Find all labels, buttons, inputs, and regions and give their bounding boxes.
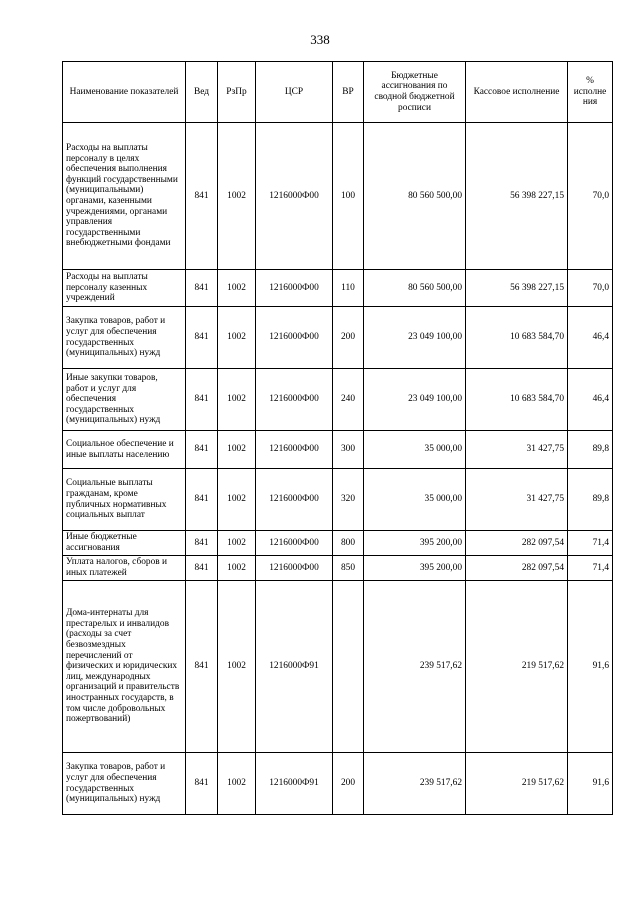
table-row <box>63 531 613 556</box>
header-rzpr: РзПр <box>218 62 256 123</box>
row-vr: 110 <box>333 270 364 307</box>
budget-table <box>62 61 613 815</box>
row-name: Уплата налогов, сборов и иных платежей <box>63 556 186 581</box>
row-ved: 841 <box>186 753 218 815</box>
row-percent: 91,6 <box>568 753 613 815</box>
row-name: Иные бюджетные ассигнования <box>63 531 186 556</box>
table-row <box>63 123 613 270</box>
table-row <box>63 431 613 469</box>
row-name: Социальное обеспечение и иные выплаты населению <box>63 431 186 469</box>
row-vr <box>333 581 364 753</box>
row-vr: 200 <box>333 307 364 369</box>
row-vr: 320 <box>333 469 364 531</box>
table-row <box>63 753 613 815</box>
row-cash: 282 097,54 <box>466 531 568 556</box>
table-row <box>63 369 613 431</box>
header-percent: % исполне ния <box>568 62 613 123</box>
row-ved: 841 <box>186 307 218 369</box>
row-ved: 841 <box>186 556 218 581</box>
row-percent: 71,4 <box>568 556 613 581</box>
row-ved: 841 <box>186 581 218 753</box>
row-percent: 46,4 <box>568 307 613 369</box>
header-name: Наименование показателей <box>63 62 186 123</box>
header-csr: ЦСР <box>256 62 333 123</box>
row-name: Закупка товаров, работ и услуг для обеспечения государственных (муниципальных) нужд <box>63 753 186 815</box>
table-row <box>63 469 613 531</box>
row-budget: 35 000,00 <box>364 469 466 531</box>
row-cash: 282 097,54 <box>466 556 568 581</box>
row-budget: 23 049 100,00 <box>364 369 466 431</box>
table-header-row <box>63 62 613 123</box>
row-rzpr: 1002 <box>218 753 256 815</box>
row-name: Дома-интернаты для престарелых и инвалидов (расходы за счет безвозмездных перечислений от физических и юридических лиц, международных организаций и правительств иностранных государств, в том числе добровольных пожертвований) <box>63 581 186 753</box>
row-csr: 1216000Ф00 <box>256 123 333 270</box>
row-percent: 89,8 <box>568 469 613 531</box>
page-number: 338 <box>310 32 330 47</box>
row-csr: 1216000Ф91 <box>256 753 333 815</box>
header-budget: Бюджетные ассигнования по сводной бюджетной росписи <box>364 62 466 123</box>
row-percent: 71,4 <box>568 531 613 556</box>
row-rzpr: 1002 <box>218 531 256 556</box>
row-ved: 841 <box>186 531 218 556</box>
header-ved: Вед <box>186 62 218 123</box>
row-name: Расходы на выплаты персоналу казенных учреждений <box>63 270 186 307</box>
row-rzpr: 1002 <box>218 270 256 307</box>
row-vr: 100 <box>333 123 364 270</box>
row-budget: 35 000,00 <box>364 431 466 469</box>
row-vr: 300 <box>333 431 364 469</box>
row-ved: 841 <box>186 431 218 469</box>
row-cash: 56 398 227,15 <box>466 270 568 307</box>
row-budget: 23 049 100,00 <box>364 307 466 369</box>
row-csr: 1216000Ф00 <box>256 270 333 307</box>
row-csr: 1216000Ф00 <box>256 307 333 369</box>
row-budget: 80 560 500,00 <box>364 270 466 307</box>
row-rzpr: 1002 <box>218 369 256 431</box>
row-vr: 850 <box>333 556 364 581</box>
table-row <box>63 556 613 581</box>
row-name: Социальные выплаты гражданам, кроме публичных нормативных социальных выплат <box>63 469 186 531</box>
row-rzpr: 1002 <box>218 556 256 581</box>
row-cash: 31 427,75 <box>466 431 568 469</box>
row-name: Иные закупки товаров, работ и услуг для обеспечения государственных (муниципальных) нужд <box>63 369 186 431</box>
row-cash: 56 398 227,15 <box>466 123 568 270</box>
row-budget: 239 517,62 <box>364 581 466 753</box>
row-budget: 239 517,62 <box>364 753 466 815</box>
row-csr: 1216000Ф00 <box>256 469 333 531</box>
row-percent: 46,4 <box>568 369 613 431</box>
row-percent: 89,8 <box>568 431 613 469</box>
row-vr: 800 <box>333 531 364 556</box>
row-rzpr: 1002 <box>218 581 256 753</box>
row-budget: 395 200,00 <box>364 531 466 556</box>
table-row <box>63 307 613 369</box>
row-name: Расходы на выплаты персоналу в целях обеспечения выполнения функций государственными (муниципальными) органами, казенными учреждениями, органами управления государственными внебюджетными фондами <box>63 123 186 270</box>
table-row <box>63 581 613 753</box>
row-ved: 841 <box>186 123 218 270</box>
row-ved: 841 <box>186 270 218 307</box>
row-cash: 10 683 584,70 <box>466 369 568 431</box>
row-csr: 1216000Ф00 <box>256 369 333 431</box>
row-percent: 70,0 <box>568 270 613 307</box>
row-percent: 70,0 <box>568 123 613 270</box>
row-rzpr: 1002 <box>218 469 256 531</box>
row-vr: 200 <box>333 753 364 815</box>
row-cash: 31 427,75 <box>466 469 568 531</box>
row-csr: 1216000Ф00 <box>256 556 333 581</box>
row-csr: 1216000Ф00 <box>256 531 333 556</box>
row-cash: 219 517,62 <box>466 581 568 753</box>
row-ved: 841 <box>186 469 218 531</box>
row-ved: 841 <box>186 369 218 431</box>
row-budget: 395 200,00 <box>364 556 466 581</box>
row-cash: 219 517,62 <box>466 753 568 815</box>
table-row <box>63 270 613 307</box>
row-budget: 80 560 500,00 <box>364 123 466 270</box>
row-cash: 10 683 584,70 <box>466 307 568 369</box>
header-cash: Кассовое исполнение <box>466 62 568 123</box>
row-percent: 91,6 <box>568 581 613 753</box>
header-vr: ВР <box>333 62 364 123</box>
row-csr: 1216000Ф00 <box>256 431 333 469</box>
row-vr: 240 <box>333 369 364 431</box>
row-rzpr: 1002 <box>218 123 256 270</box>
row-rzpr: 1002 <box>218 431 256 469</box>
row-name: Закупка товаров, работ и услуг для обеспечения государственных (муниципальных) нужд <box>63 307 186 369</box>
row-csr: 1216000Ф91 <box>256 581 333 753</box>
row-rzpr: 1002 <box>218 307 256 369</box>
